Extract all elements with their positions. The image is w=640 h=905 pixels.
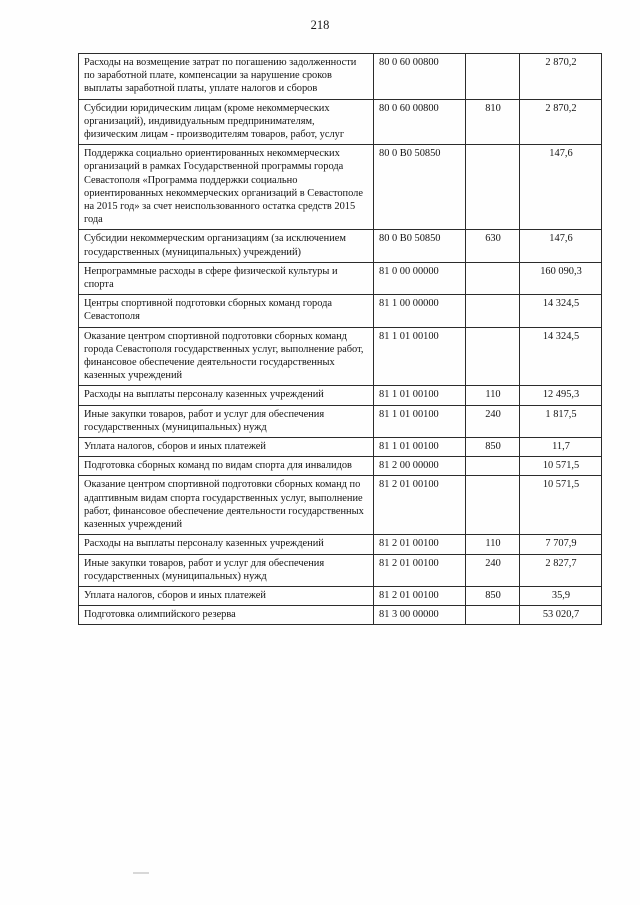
table-row xyxy=(79,386,602,405)
table-row xyxy=(79,438,602,457)
cell-expense-type-code xyxy=(466,457,520,476)
cell-program-code: 81 1 00 00000 xyxy=(374,295,466,327)
table-row xyxy=(79,145,602,230)
cell-expense-name: Уплата налогов, сборов и иных платежей xyxy=(79,438,374,457)
cell-expense-name: Подготовка сборных команд по видам спорта для инвалидов xyxy=(79,457,374,476)
cell-program-code: 81 2 01 00100 xyxy=(374,535,466,554)
cell-expense-type-code: 110 xyxy=(466,386,520,405)
cell-amount: 2 870,2 xyxy=(520,54,602,100)
cell-expense-type-code: 850 xyxy=(466,438,520,457)
cell-expense-name: Иные закупки товаров, работ и услуг для обеспечения государственных (муниципальных) нужд xyxy=(79,554,374,586)
table-row xyxy=(79,230,602,262)
cell-program-code: 81 3 00 00000 xyxy=(374,606,466,625)
cell-expense-name: Поддержка социально ориентированных некоммерческих организаций в рамках Государственной программы города Севастополя «Программа поддержки социально ориентированных некоммерческих организаций в Севастополе на 2015 год» за счет неиспользованного остатка средств 2015 года xyxy=(79,145,374,230)
cell-expense-name: Непрограммные расходы в сфере физической культуры и спорта xyxy=(79,262,374,294)
cell-expense-type-code xyxy=(466,476,520,535)
cell-amount: 12 495,3 xyxy=(520,386,602,405)
table-row xyxy=(79,262,602,294)
cell-expense-type-code xyxy=(466,262,520,294)
cell-amount: 7 707,9 xyxy=(520,535,602,554)
page-number: 218 xyxy=(310,18,330,32)
table-row xyxy=(79,586,602,605)
footer-mark xyxy=(133,872,149,874)
table-row xyxy=(79,327,602,386)
cell-expense-type-code xyxy=(466,145,520,230)
cell-expense-name: Субсидии юридическим лицам (кроме некоммерческих организаций), индивидуальным предпринимателям, физическим лицам - производителям товаров, работ, услуг xyxy=(79,99,374,145)
cell-expense-type-code: 630 xyxy=(466,230,520,262)
budget-table xyxy=(78,53,602,625)
budget-table-container xyxy=(78,53,582,625)
cell-amount: 11,7 xyxy=(520,438,602,457)
table-row xyxy=(79,476,602,535)
cell-expense-name: Расходы на выплаты персоналу казенных учреждений xyxy=(79,535,374,554)
cell-amount: 160 090,3 xyxy=(520,262,602,294)
cell-expense-name: Расходы на возмещение затрат по погашению задолженности по заработной плате, компенсации за нарушение сроков выплаты заработной платы, уплате налогов и сборов xyxy=(79,54,374,100)
cell-expense-type-code: 850 xyxy=(466,586,520,605)
cell-amount: 2 870,2 xyxy=(520,99,602,145)
cell-expense-type-code xyxy=(466,54,520,100)
cell-program-code: 81 2 01 00100 xyxy=(374,476,466,535)
table-row xyxy=(79,457,602,476)
cell-amount: 2 827,7 xyxy=(520,554,602,586)
table-row xyxy=(79,54,602,100)
cell-amount: 14 324,5 xyxy=(520,327,602,386)
cell-program-code: 80 0 60 00800 xyxy=(374,99,466,145)
cell-program-code: 80 0 В0 50850 xyxy=(374,230,466,262)
cell-expense-type-code xyxy=(466,327,520,386)
cell-amount: 14 324,5 xyxy=(520,295,602,327)
cell-program-code: 81 1 01 00100 xyxy=(374,438,466,457)
cell-expense-type-code: 240 xyxy=(466,405,520,437)
cell-amount: 147,6 xyxy=(520,230,602,262)
cell-amount: 10 571,5 xyxy=(520,476,602,535)
cell-expense-name: Расходы на выплаты персоналу казенных учреждений xyxy=(79,386,374,405)
cell-expense-type-code xyxy=(466,295,520,327)
budget-table-body xyxy=(79,54,602,625)
cell-expense-name: Уплата налогов, сборов и иных платежей xyxy=(79,586,374,605)
cell-expense-name: Оказание центром спортивной подготовки сборных команд по адаптивным видам спорта государственных услуг, выполнение работ, финансовое обеспечение деятельности государственных казенных учреждений xyxy=(79,476,374,535)
cell-program-code: 81 2 01 00100 xyxy=(374,586,466,605)
table-row xyxy=(79,295,602,327)
cell-program-code: 80 0 60 00800 xyxy=(374,54,466,100)
cell-program-code: 81 2 01 00100 xyxy=(374,554,466,586)
table-row xyxy=(79,554,602,586)
cell-expense-name: Субсидии некоммерческим организациям (за исключением государственных (муниципальных) учреждений) xyxy=(79,230,374,262)
cell-expense-name: Подготовка олимпийского резерва xyxy=(79,606,374,625)
cell-program-code: 81 0 00 00000 xyxy=(374,262,466,294)
cell-amount: 35,9 xyxy=(520,586,602,605)
cell-amount: 10 571,5 xyxy=(520,457,602,476)
table-row xyxy=(79,606,602,625)
table-row xyxy=(79,535,602,554)
cell-amount: 147,6 xyxy=(520,145,602,230)
cell-program-code: 81 1 01 00100 xyxy=(374,386,466,405)
cell-expense-type-code: 810 xyxy=(466,99,520,145)
cell-expense-type-code xyxy=(466,606,520,625)
cell-program-code: 81 2 00 00000 xyxy=(374,457,466,476)
cell-expense-type-code: 240 xyxy=(466,554,520,586)
cell-program-code: 80 0 В0 50850 xyxy=(374,145,466,230)
table-row xyxy=(79,405,602,437)
cell-expense-name: Иные закупки товаров, работ и услуг для обеспечения государственных (муниципальных) нужд xyxy=(79,405,374,437)
cell-expense-name: Центры спортивной подготовки сборных команд города Севастополя xyxy=(79,295,374,327)
cell-amount: 1 817,5 xyxy=(520,405,602,437)
cell-expense-name: Оказание центром спортивной подготовки сборных команд города Севастополя государственных услуг, выполнение работ, финансовое обеспечение деятельности государственных казенных учреждений xyxy=(79,327,374,386)
table-row xyxy=(79,99,602,145)
cell-program-code: 81 1 01 00100 xyxy=(374,327,466,386)
cell-expense-type-code: 110 xyxy=(466,535,520,554)
cell-amount: 53 020,7 xyxy=(520,606,602,625)
cell-program-code: 81 1 01 00100 xyxy=(374,405,466,437)
